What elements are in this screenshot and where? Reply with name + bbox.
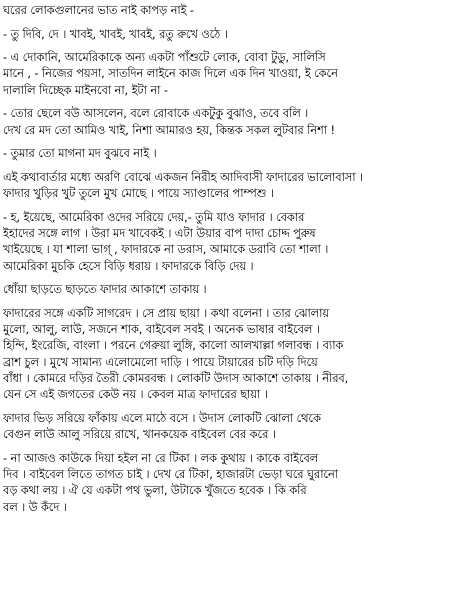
paragraph	[3, 105, 455, 138]
paragraph	[3, 2, 455, 18]
paragraph	[3, 450, 455, 515]
text-line: আমেরিকা মুচকি হেসে বিড়ি ধরায় । ফাদারকে বিড়ি দেয় ।	[3, 258, 254, 273]
document-body	[3, 2, 455, 515]
text-line: এই কথাবার্তার মধ্যে অরণি বোঝে একজন নিরীহ আদিবাসী ফাদারের ভালোবাসা ।	[3, 169, 364, 184]
text-line: - না আজও কাউকে দিয়া হইল না রে টিকা । লক কুথায় । কাকে বাইবেল	[3, 450, 319, 465]
text-line: - তোর ছেলে বউ আসলেন, বলে রোবাকে একটুকু বুঝাও, তবে বলি ।	[3, 106, 309, 121]
text-line: ফাদার ভিড় সরিয়ে ফাঁকায় এলে মাঠে বসে । উদাস লোকটি ঝোলা থেকে	[3, 410, 321, 425]
text-line: বেগুন লাউ আলু সরিয়ে রাখে, খানকয়েক বাইবেল বের করে ।	[3, 427, 276, 442]
paragraph-gap	[3, 98, 455, 105]
paragraph	[3, 305, 455, 403]
text-line: ফাদার খুড়ির খুট তুলে মুখ মোছে । পায়ে স্যাণ্ডালের পাম্পশু ।	[3, 186, 274, 201]
paragraph	[3, 49, 455, 98]
text-line: - তু দিবি, দে । খাবই, খাবই, খাবই, রতু রুখে ওঠে ।	[3, 26, 228, 41]
paragraph-gap	[3, 201, 455, 208]
paragraph	[3, 281, 455, 297]
paragraph	[3, 145, 455, 161]
text-line: মুলো, আলু, লাউ, সজনে শাক, বাইবেল সবই । অনেক ভাষার বাইবেল ।	[3, 322, 320, 337]
text-line: মানে , - নিজের পয়সা, সাতদিন লাইনে কাজ দিলে এক দিন খাওয়া, ই কেনে	[3, 66, 338, 81]
text-line: ফাদারের সঙ্গে একটি সাগরেদ । সে প্রায় ছায়া । কথা বলেনা । তার ঝোলায়	[3, 305, 329, 320]
paragraph-gap	[3, 138, 455, 145]
paragraph-gap	[3, 443, 455, 450]
text-line: ইহাদের সঙ্গে লাগ । উরা মদ খাবেকই । এটা উয়ার বাপ দাদা চোদ্দ পুরুষ	[3, 226, 316, 241]
text-line: দালালি দিচ্ছেক মাইনবো না, ইটা না -	[3, 82, 168, 97]
paragraph-gap	[3, 403, 455, 410]
text-line: দেখ রে মদ তো আমিও খাই, নিশা আমারও হয়, কিন্তক সকল লুটবার নিশা !	[3, 122, 335, 137]
paragraph-gap	[3, 274, 455, 281]
document-page	[3, 2, 455, 515]
text-line: ব্রাশ চুল । মুখে সামান্য এলোমেলো দাড়ি । পায়ে টায়ারের চটি দড়ি দিয়ে	[3, 354, 318, 369]
text-line: খাইয়েছে । যা শালা ভাগ্ , ফাদারকে না ডরাস, আমাকে ডরাবি তো শালা ।	[3, 242, 329, 257]
paragraph	[3, 169, 455, 202]
text-line: - তুমার তো মাগনা মদ বুঝবে নাই ।	[3, 146, 157, 161]
paragraph-gap	[3, 162, 455, 169]
text-line: বাঁধা । কোমরে দড়ির তৈরী কোমরবন্ধ । লোকটি উদাস আকাশে তাকায় । নীরব,	[3, 371, 349, 386]
text-line: বল । উ কঁদে ।	[3, 499, 67, 514]
text-line: বড় কথা লয় । ঐ যে একটা পথ ভুলা, উটাকে খুঁজতে হবেক । কি করি	[3, 483, 307, 498]
text-line: দিব । বাইবেল লিতে তাগত চাই । দেখ রে টিকা, হাজারটা ভেড়া ঘরে ঘুরানো	[3, 467, 338, 482]
text-line: ঘরের লোকগুলানের ভাত নাই কাপড় নাই -	[3, 3, 194, 17]
paragraph-gap	[3, 18, 455, 25]
text-line: যেন সে এই জগতের কেউ নয় । কেবল মাত্র ফাদারের ছায়া ।	[3, 387, 268, 402]
paragraph	[3, 410, 455, 443]
text-line: - হ, ইয়েছে, আমেরিকা ওদের সরিয়ে দেয়,- তুমি যাও ফাদার । বেকার	[3, 209, 305, 224]
paragraph-gap	[3, 298, 455, 305]
text-line: - এ দোকানি, আমেরিকাকে অন্য একটা পাঁশুটে লোক, বোবা টুডু, সালিসি	[3, 50, 326, 65]
paragraph	[3, 209, 455, 274]
text-line: হিন্দি, ইংরেজি, বাংলা । পরনে গেরুয়া লুঙ্গি, কালো আলখাল্লা গলাবন্ধ । ব্যাক	[3, 338, 344, 353]
paragraph-gap	[3, 42, 455, 49]
text-line: ধোঁয়া ছাড়তে ছাড়তে ফাদার আকাশে তাকায় ।	[3, 282, 207, 297]
paragraph	[3, 26, 455, 42]
